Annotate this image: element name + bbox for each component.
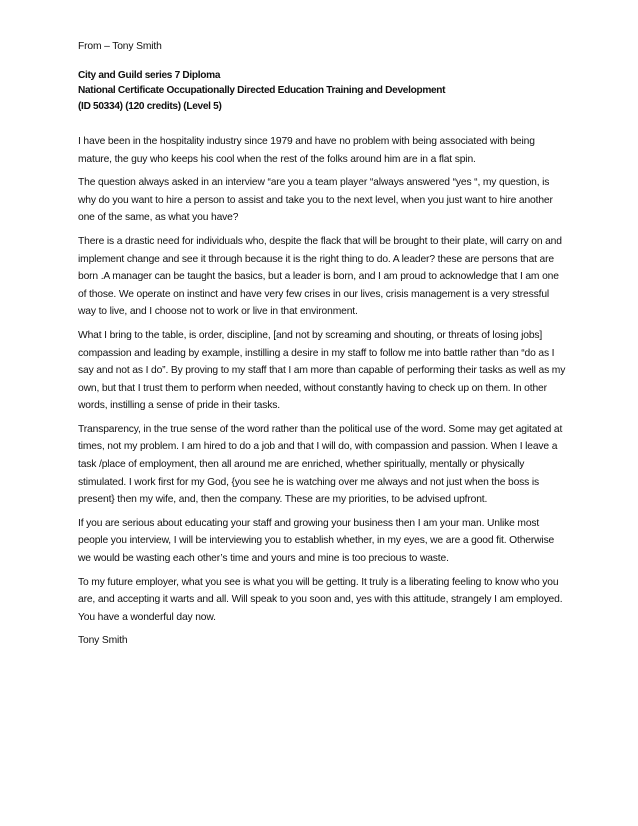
signature: Tony Smith xyxy=(78,635,128,647)
qualification-heading xyxy=(78,68,566,115)
heading-line-credits: (ID 50334) (120 credits) (Level 5) xyxy=(78,101,222,113)
heading-line-diploma: City and Guild series 7 Diploma xyxy=(78,69,221,81)
paragraph-leadership: There is a drastic need for individuals who, despite the flack that will be brought to their plate, will carry on and implement change and see it through because it is the right thing to do. A leader? these are persons that are born .A manager can be taught the basics, but a leader is born, and I am proud to acknowledge that I am one of those. We operate on instinct and have very few crises in our lives, crisis management is a very stressful way to live, and I choose not to work or live in that environment. xyxy=(78,235,562,318)
paragraph-team-player: The question always asked in an interview “are you a team player “always answered “yes “, my question, is why do you want to hire a person to assist and take you to the next level, when you just want to hire another one of the same, as what you have? xyxy=(78,177,553,224)
heading-line-certificate: National Certificate Occupationally Directed Education Training and Development xyxy=(78,85,446,97)
paragraph-closing: To my future employer, what you see is what you will be getting. It truly is a liberating feeling to know who you are, and accepting it warts and all. Will speak to you soon and, yes with this attitude, strangely I am employed. You have a wonderful day now. xyxy=(78,576,563,623)
paragraph-offer: If you are serious about educating your staff and growing your business then I am your man. Unlike most people you interview, I will be interviewing you to establish whether, in my eyes, we are a good fit. Otherwise we would be wasting each other’s time and yours and mine is too precious to waste. xyxy=(78,517,555,565)
paragraph-experience: I have been in the hospitality industry since 1979 and have no problem with being associated with being mature, the guy who keeps his cool when the rest of the folks around him are in a flat spin. xyxy=(78,135,535,165)
paragraph-discipline: What I bring to the table, is order, discipline, [and not by screaming and shouting, or threats of losing jobs] compassion and leading by example, instilling a desire in my staff to follow me into battle rather than “do as I say and not as I do”. By proving to my staff that I am more than capable of performing their tasks as well as my own, but that I trust them to perform when needed, without constantly having to check up on them. In other words, instilling a sense of pride in their tasks. xyxy=(78,329,566,412)
from-line: From – Tony Smith xyxy=(78,41,162,52)
paragraph-transparency: Transparency, in the true sense of the word rather than the political use of the word. Some may get agitated at times, not my problem. I am hired to do a job and that I will do, with compassion and passion. When I leave a task /place of employment, then all around me are enriched, whether spiritually, mentally or physically stimulated. I work first for my God, {you see he is watching over me always and not just when the boss is present} then my wife, and, then the company. These are my priorities, to be advised upfront. xyxy=(78,423,563,506)
